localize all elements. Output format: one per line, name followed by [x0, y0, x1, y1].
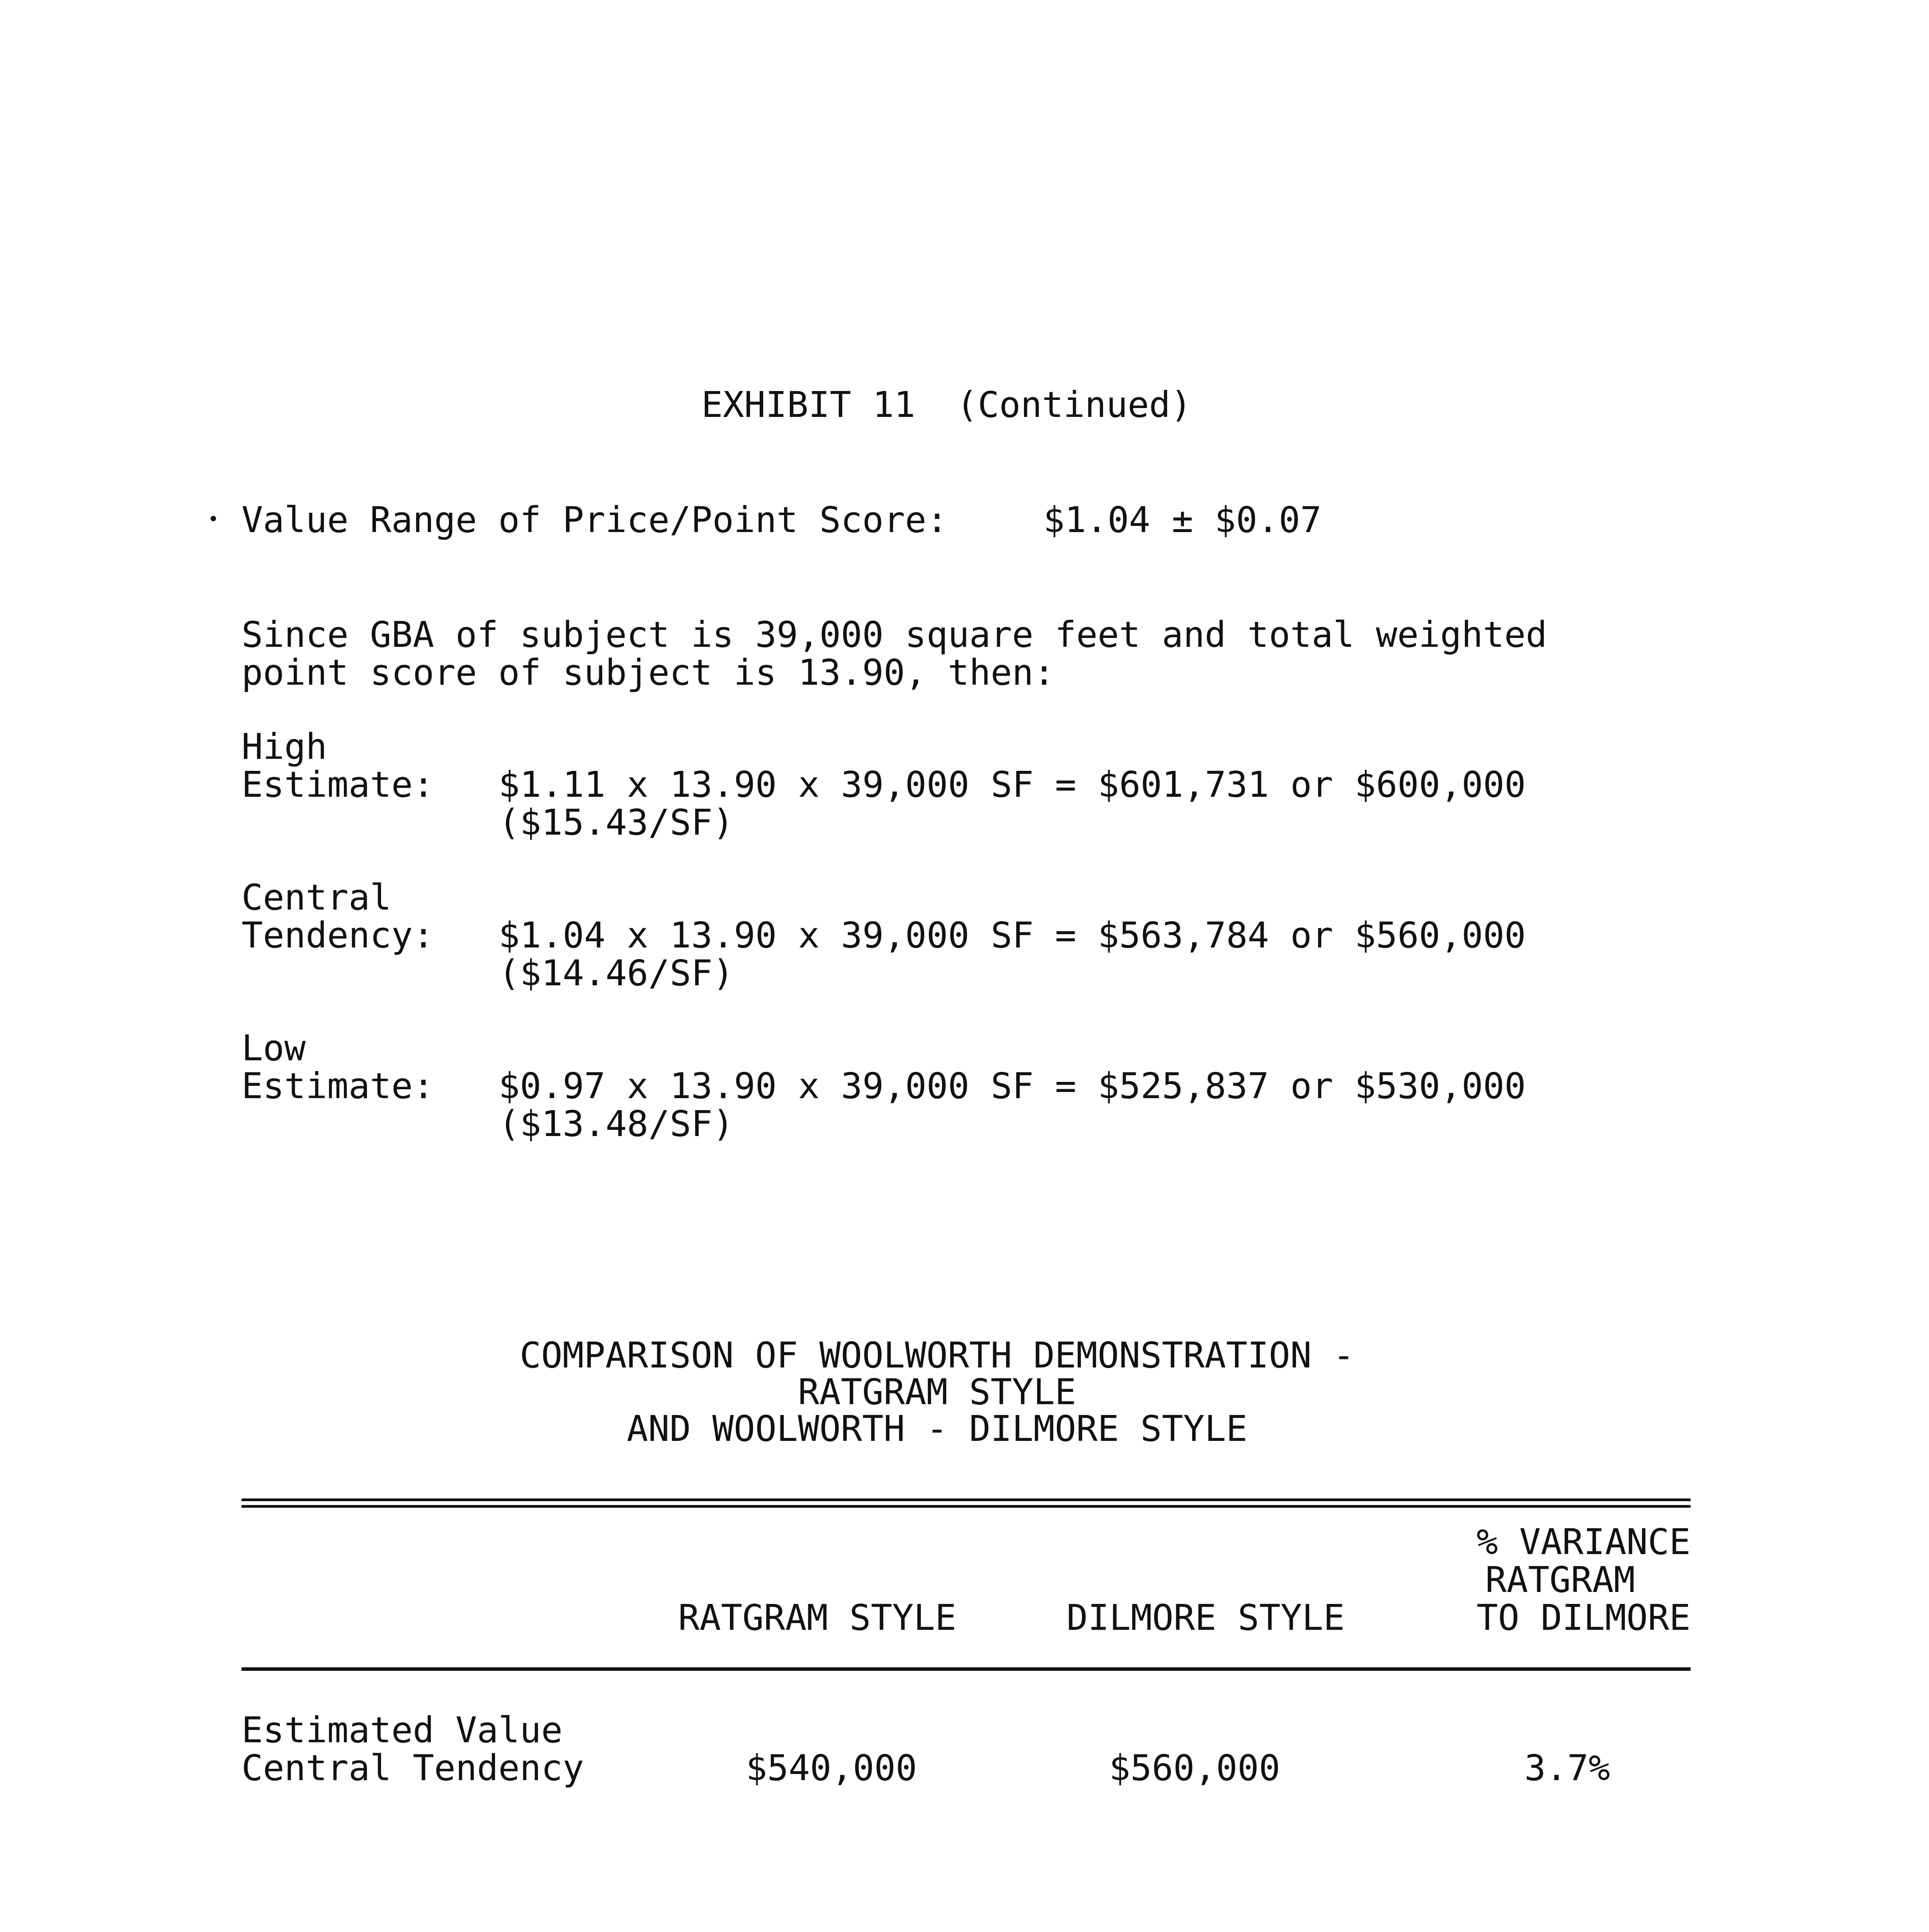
central-tendency-label-2: Tendency: — [242, 915, 434, 956]
comparison-title-2: RATGRAM STYLE — [798, 1371, 1077, 1413]
row-ratgram-value: $540,000 — [746, 1747, 917, 1789]
table-header-rule — [242, 1667, 1691, 1671]
col-variance-header-3: TO DILMORE — [1477, 1597, 1691, 1638]
central-tendency-label-1: Central — [242, 877, 391, 918]
exhibit-continued: (Continued) — [956, 384, 1192, 425]
row-dilmore-value: $560,000 — [1109, 1747, 1281, 1789]
high-estimate-formula: $1.11 x 13.90 x 39,000 SF = $601,731 or $600,000 — [498, 764, 1526, 805]
low-estimate-per-sf: ($13.48/SF) — [498, 1103, 734, 1145]
col-dilmore-header: DILMORE STYLE — [1067, 1597, 1345, 1638]
value-range-value: $1.04 ± $0.07 — [1043, 499, 1322, 541]
table-top-rule — [242, 1498, 1691, 1508]
low-estimate-formula: $0.97 x 13.90 x 39,000 SF = $525,837 or $530,000 — [498, 1065, 1526, 1107]
comparison-title-3: AND WOOLWORTH - DILMORE STYLE — [626, 1408, 1248, 1449]
exhibit-number: EXHIBIT 11 — [701, 384, 915, 425]
row-label-1: Estimated Value — [242, 1709, 563, 1751]
high-estimate-per-sf: ($15.43/SF) — [498, 802, 734, 843]
value-range-label: Value Range of Price/Point Score: — [242, 499, 948, 541]
bullet-mark — [211, 516, 216, 521]
intro-line-2: point score of subject is 13.90, then: — [242, 652, 1055, 693]
col-variance-header-1: % VARIANCE — [1477, 1521, 1691, 1563]
high-estimate-label-1: High — [242, 726, 327, 767]
intro-line-1: Since GBA of subject is 39,000 square feet and total weighted — [242, 614, 1547, 655]
low-estimate-label-2: Estimate: — [242, 1065, 434, 1107]
row-variance-value: 3.7% — [1524, 1747, 1610, 1789]
col-ratgram-header: RATGRAM STYLE — [678, 1597, 957, 1638]
comparison-title-1: COMPARISON OF WOOLWORTH DEMONSTRATION - — [519, 1335, 1355, 1376]
central-tendency-per-sf: ($14.46/SF) — [498, 952, 734, 994]
central-tendency-formula: $1.04 x 13.90 x 39,000 SF = $563,784 or $560,000 — [498, 915, 1526, 956]
col-variance-header-2: RATGRAM — [1485, 1559, 1635, 1600]
low-estimate-label-1: Low — [242, 1027, 306, 1069]
row-label-2: Central Tendency — [242, 1747, 584, 1789]
high-estimate-label-2: Estimate: — [242, 764, 434, 805]
